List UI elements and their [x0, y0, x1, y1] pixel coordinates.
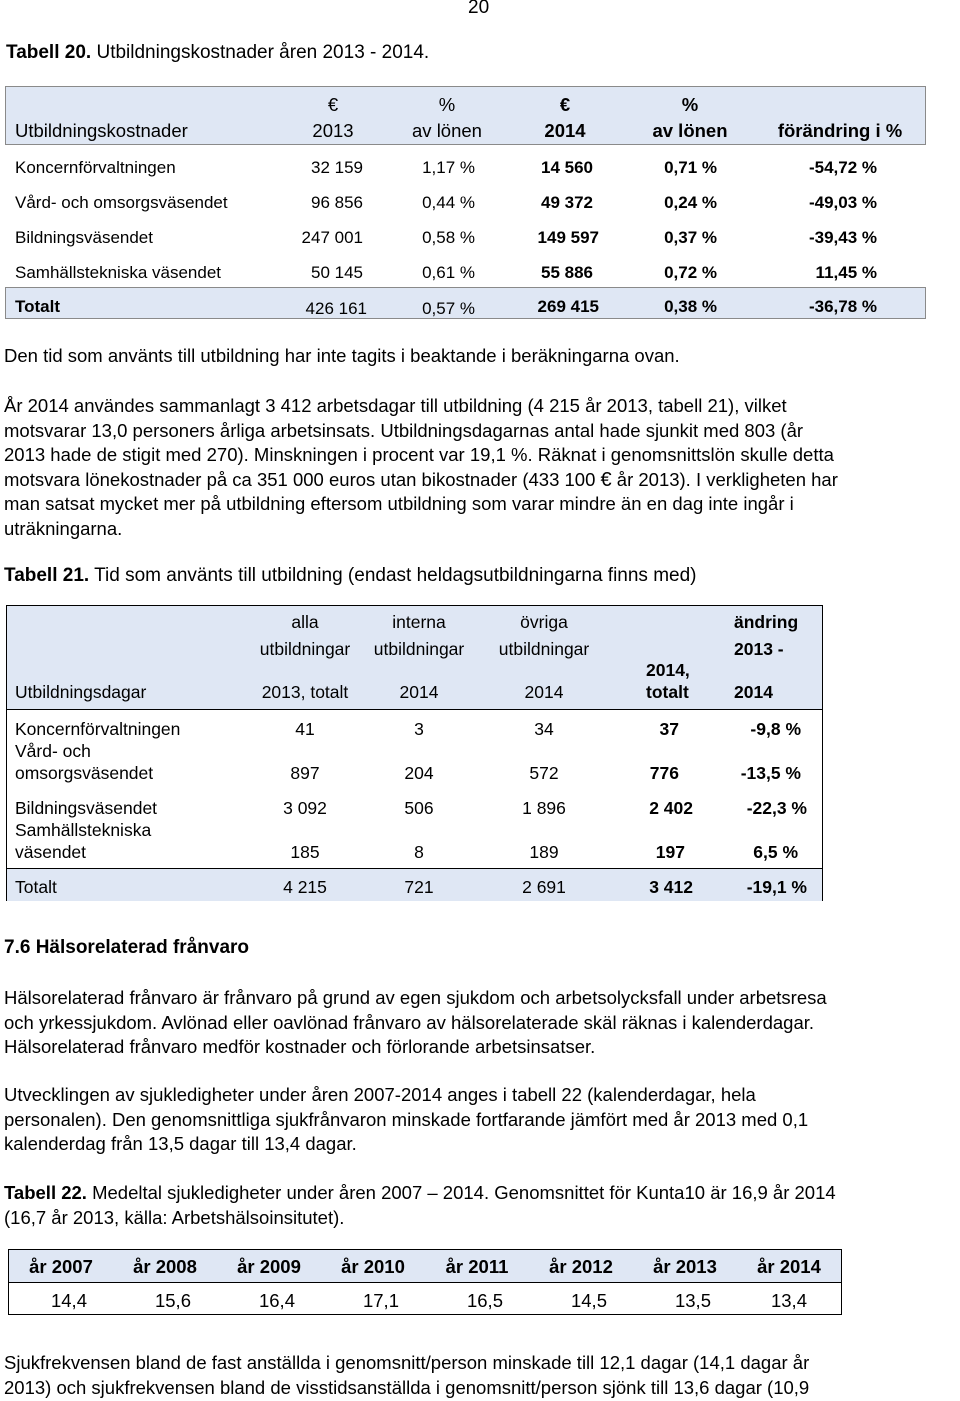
- para2-line4-b: år 2013). I verkligheten har: [611, 468, 838, 490]
- table20-row1-c2014: 14 560: [541, 158, 593, 177]
- table21-header-col4-b: totalt: [646, 682, 689, 702]
- table20-total-change: -36,78 %: [808, 297, 877, 316]
- table22-value-2007: 14,4: [50, 1290, 87, 1311]
- table21-row1-int2014: 3: [414, 719, 424, 739]
- table22-value-2012: 14,5: [570, 1290, 607, 1311]
- para2-line1: År 2014 användes sammanlagt 3 412 arbetsdagar till utbildning (4 215 år 2013, tabell 21), vilket: [4, 395, 787, 416]
- paragraph-absence-definition: [4, 986, 954, 1060]
- table20-row2-p2013: 0,44 %: [422, 193, 475, 212]
- table21-total-ovr2014: 2 691: [522, 877, 566, 897]
- table21-total-change: -19,1 %: [746, 877, 807, 897]
- table20-header-col5: förändring i %: [777, 120, 903, 141]
- table21-row2-ovr2014: 572: [529, 763, 559, 783]
- paragraph-note: [4, 344, 954, 369]
- table22-caption-label: Tabell 22.: [4, 1182, 87, 1203]
- table21-caption-text: Tid som använts till utbildning (endast heldagsutbildningarna finns med): [89, 565, 697, 586]
- table21-row3-name: Bildningsväsendet: [15, 798, 158, 818]
- table20-total-p2014: 0,38 %: [664, 297, 717, 316]
- table22-year-2010: år 2010: [341, 1256, 405, 1277]
- table20: [5, 86, 926, 318]
- para2-line6: uträkningarna.: [4, 517, 123, 539]
- table21-row4-name2: väsendet: [15, 842, 87, 862]
- table21-header-col4-a: 2014,: [646, 660, 690, 680]
- table20-row2-change: -49,03 %: [808, 193, 877, 212]
- paragraph-absence-trend: [4, 1083, 954, 1157]
- table20-total-name: Totalt: [15, 297, 61, 316]
- table21: [6, 605, 823, 901]
- table21-row3-all2013: 3 092: [283, 798, 327, 818]
- para4-line1: Utvecklingen av sjukledigheter under åren 2007-2014 anges i tabell 22 (kalenderdagar, hela: [4, 1084, 756, 1105]
- table21-caption-label: Tabell 21.: [4, 565, 90, 586]
- table21-row2-int2014: 204: [404, 763, 434, 783]
- table20-row3-p2014: 0,37 %: [664, 228, 717, 247]
- table20-caption-label: Tabell 20.: [6, 42, 92, 63]
- table21-header-col3-a: övriga: [520, 612, 568, 632]
- table21-row2-name2: omsorgsväsendet: [15, 763, 154, 783]
- table21-row3-change: -22,3 %: [746, 798, 807, 818]
- table20-row1-c2013: 32 159: [311, 158, 363, 177]
- para2-line5: man satsat mycket mer på utbildning eftersom utbildning som varar mindre än en dag inte ingår i: [4, 493, 794, 514]
- table20-header-col4-bottom: av lönen: [652, 120, 728, 141]
- table22-value-2010: 17,1: [362, 1290, 399, 1311]
- table22-caption-line2: (16,7 år 2013, källa: Arbetshälsoinsitutet).: [4, 1206, 345, 1228]
- table22-value-2008: 15,6: [154, 1290, 191, 1311]
- table20-total-c2014: 269 415: [537, 297, 599, 316]
- table21-row4-tot2014: 197: [655, 842, 685, 862]
- table20-row3-c2014: 149 597: [537, 228, 599, 247]
- table20-header-col1-bottom: 2013: [312, 120, 354, 141]
- table22-caption: [4, 1181, 954, 1230]
- table21-row4-int2014: 8: [414, 842, 424, 862]
- table20-caption: [6, 42, 429, 64]
- section-heading: 7.6 Hälsorelaterad frånvaro: [4, 937, 250, 958]
- table22-year-2012: år 2012: [549, 1256, 613, 1277]
- table21-row1-ovr2014: 34: [534, 719, 554, 739]
- table21-row1-name: Koncernförvaltningen: [15, 719, 181, 739]
- table20-header-col3-top: €: [559, 94, 571, 115]
- table21-row1-tot2014: 37: [659, 719, 679, 739]
- table20-row1-change: -54,72 %: [808, 158, 877, 177]
- table21-header-col2-c: 2014: [399, 682, 439, 702]
- table22-value-2014: 13,4: [770, 1290, 807, 1311]
- table21-header-col1-c: 2013, totalt: [261, 682, 349, 702]
- para4-line2: personalen). Den genomsnittliga sjukfrånvaron minskade fortfarande jämfört med år 2013 med 0,1: [4, 1108, 809, 1130]
- table21-row4-change: 6,5 %: [753, 842, 798, 862]
- table20-row4-c2013: 50 145: [311, 263, 363, 282]
- table20-total-p2013: 0,57 %: [422, 299, 475, 318]
- table21-header-col3-b: utbildningar: [498, 639, 590, 659]
- table22: [8, 1249, 842, 1315]
- para4-line3: kalenderdag från 13,5 dagar till 13,4 dagar.: [4, 1133, 357, 1154]
- table22-year-2007: år 2007: [29, 1256, 93, 1277]
- table22-year-2013: år 2013: [653, 1256, 717, 1277]
- table21-row1-change: -9,8 %: [750, 719, 801, 739]
- para2-line4-a: motsvara lönekostnader på ca 351 000 euros utan bikostnader (433 100: [4, 468, 601, 490]
- table21-row2-name1: Vård- och: [15, 741, 91, 761]
- table22-value-2013: 13,5: [674, 1290, 711, 1311]
- table20-header-col2-top: %: [438, 94, 456, 115]
- paragraph-training-days: [4, 394, 954, 541]
- table22-year-2014: år 2014: [757, 1256, 821, 1277]
- table22-caption-line1: [4, 1181, 954, 1206]
- paragraph-note-line: Den tid som använts till utbildning har inte tagits i beaktande i beräkningarna ovan.: [4, 345, 680, 366]
- page-number: 20: [468, 0, 490, 18]
- para2-line2: motsvarar 13,0 personers årliga arbetsinsats. Utbildningsdagarnas antal hade sjunkit med 803 (år: [4, 419, 804, 441]
- table20-header-col3-bottom: 2014: [544, 120, 586, 141]
- table20-row2-c2013: 96 856: [311, 193, 363, 212]
- table21-row3-ovr2014: 1 896: [522, 798, 566, 818]
- table21-row3-tot2014: 2 402: [649, 798, 693, 818]
- table20-row4-name: Samhällstekniska väsendet: [15, 263, 222, 282]
- table20-row1-name: Koncernförvaltningen: [15, 158, 176, 177]
- table20-header-col1-top: €: [327, 94, 339, 115]
- table22-year-2009: år 2009: [237, 1256, 301, 1277]
- table21-total-int2014: 721: [404, 877, 434, 897]
- table21-row3-int2014: 506: [404, 798, 434, 818]
- table20-row3-p2013: 0,58 %: [422, 228, 475, 247]
- table20-row4-c2014: 55 886: [541, 263, 593, 282]
- table22-caption-text: Medeltal sjukledigheter under åren 2007 – 2014. Genomsnittet för Kunta10 är 16,9 år 2014: [86, 1182, 836, 1203]
- table20-row1-p2013: 1,17 %: [422, 158, 475, 177]
- table20-total-c2013: 426 161: [305, 299, 367, 318]
- table20-row2-c2014: 49 372: [541, 193, 593, 212]
- table20-header-col0: Utbildningskostnader: [15, 120, 188, 141]
- table20-row1-p2014: 0,71 %: [664, 158, 717, 177]
- table20-header-col2-bottom: av lönen: [412, 120, 482, 141]
- para2-line4: [4, 468, 954, 493]
- table21-header-col2-b: utbildningar: [373, 639, 465, 659]
- table21-header-col5-a: ändring: [734, 612, 799, 632]
- table21-total-all2013: 4 215: [283, 877, 327, 897]
- table21-row2-tot2014: 776: [649, 763, 679, 783]
- table21-header-col5-c: 2014: [734, 682, 773, 702]
- table21-header-col1-a: alla: [291, 612, 319, 632]
- table20-row4-p2014: 0,72 %: [664, 263, 717, 282]
- para5-line1: Sjukfrekvensen bland de fast anställda i genomsnitt/person minskade till 12,1 dagar (14,1 dagar år: [4, 1352, 810, 1373]
- para3-line3: Hälsorelaterad frånvaro medför kostnader och förlorande arbetsinsatser.: [4, 1036, 596, 1057]
- table21-caption: [4, 565, 697, 587]
- table21-row2-change: -13,5 %: [740, 763, 801, 783]
- table20-row3-c2013: 247 001: [301, 228, 363, 247]
- table21-row2-all2013: 897: [290, 763, 320, 783]
- table21-header-col5-b: 2013 -: [734, 639, 784, 659]
- table21-header-col0: Utbildningsdagar: [15, 682, 147, 702]
- paragraph-sick-frequency: [4, 1351, 954, 1400]
- table22-value-2009: 16,4: [258, 1290, 295, 1311]
- table21-header-col1-b: utbildningar: [259, 639, 351, 659]
- table21-row4-all2013: 185: [290, 842, 320, 862]
- table21-header-col2-a: interna: [392, 612, 446, 632]
- table20-row2-name: Vård- och omsorgsväsendet: [15, 193, 228, 212]
- euro-icon: €: [600, 468, 612, 491]
- table20-row3-name: Bildningsväsendet: [15, 228, 153, 247]
- table21-header-col3-c: 2014: [524, 682, 564, 702]
- para5-line2: 2013) och sjukfrekvensen bland de visstidsanställda i genomsnitt/person sjönk till 13,6 dagar (10,9: [4, 1376, 810, 1398]
- table21-row1-all2013: 41: [295, 719, 315, 739]
- table20-row3-change: -39,43 %: [808, 228, 877, 247]
- para3-line1: Hälsorelaterad frånvaro är frånvaro på grund av egen sjukdom och arbetsolycksfall under arbetsresa: [4, 987, 827, 1008]
- table20-header-col4-top: %: [681, 94, 699, 115]
- para3-line2: och yrkessjukdom. Avlönad eller oavlönad frånvaro av hälsorelaterade skäl räknas i kalenderdagar.: [4, 1011, 815, 1033]
- table22-value-2011: 16,5: [466, 1290, 503, 1311]
- table20-row2-p2014: 0,24 %: [664, 193, 717, 212]
- para2-line3: 2013 hade de stigit med 270). Minskningen i procent var 19,1 %. Räknat i genomsnittslön skulle detta: [4, 444, 834, 465]
- table20-row4-p2013: 0,61 %: [422, 263, 475, 282]
- table22-year-2011: år 2011: [445, 1256, 509, 1277]
- table20-row4-change: 11,45 %: [815, 263, 877, 282]
- table21-total-tot2014: 3 412: [649, 877, 693, 897]
- table21-total-name: Totalt: [15, 877, 57, 897]
- table22-year-2008: år 2008: [133, 1256, 197, 1277]
- table21-row4-name1: Samhällstekniska: [15, 820, 152, 840]
- table20-caption-text: Utbildningskostnader åren 2013 - 2014.: [91, 42, 430, 63]
- table21-row4-ovr2014: 189: [529, 842, 559, 862]
